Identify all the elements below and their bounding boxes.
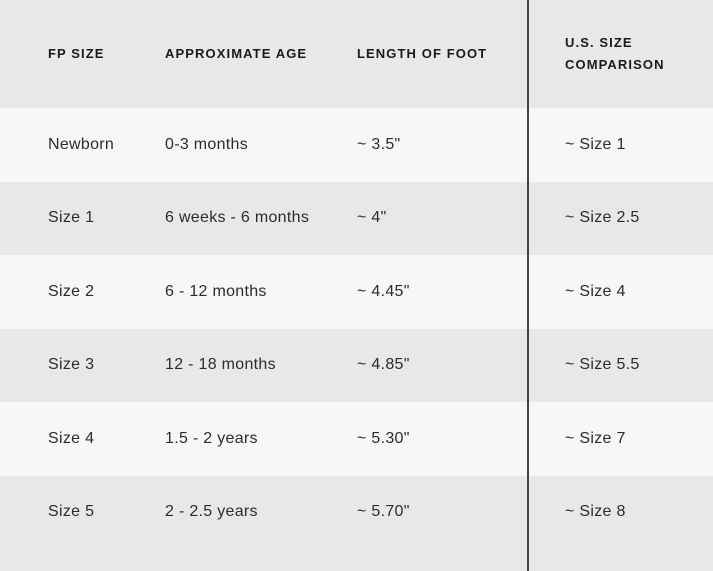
cell-fp-size: Size 4 <box>48 429 95 447</box>
cell-us-size: ~ Size 5.5 <box>565 356 640 374</box>
cell-fp-size: Size 5 <box>48 503 95 521</box>
table-row-newborn <box>0 108 713 182</box>
table-row-size-3 <box>0 329 713 403</box>
cell-age: 12 - 18 months <box>165 356 276 374</box>
cell-age: 1.5 - 2 years <box>165 429 258 447</box>
cell-us-size: ~ Size 2.5 <box>565 209 640 227</box>
cell-us-size: ~ Size 4 <box>565 282 626 300</box>
column-header-us-size-comparison: U.S. SIZE COMPARISON <box>565 34 665 72</box>
header-row <box>0 0 713 108</box>
cell-foot-length: ~ 5.30" <box>357 429 410 447</box>
column-header-length-of-foot: LENGTH OF FOOT <box>357 45 488 61</box>
cell-us-size: ~ Size 7 <box>565 429 626 447</box>
cell-foot-length: ~ 3.5" <box>357 135 401 153</box>
column-header-fp-size: FP SIZE <box>48 45 105 61</box>
table-row-size-4 <box>0 402 713 476</box>
cell-age: 6 weeks - 6 months <box>165 209 310 227</box>
cell-fp-size: Newborn <box>48 135 115 153</box>
column-divider-line <box>527 0 529 571</box>
cell-foot-length: ~ 5.70" <box>357 503 410 521</box>
table-row-size-2 <box>0 255 713 329</box>
cell-fp-size: Size 1 <box>48 209 95 227</box>
cell-us-size: ~ Size 8 <box>565 503 626 521</box>
cell-foot-length: ~ 4.45" <box>357 282 410 300</box>
cell-foot-length: ~ 4" <box>357 209 387 227</box>
cell-age: 6 - 12 months <box>165 282 267 300</box>
column-header-approximate-age: APPROXIMATE AGE <box>165 45 308 61</box>
cell-fp-size: Size 3 <box>48 356 95 374</box>
cell-fp-size: Size 2 <box>48 282 95 300</box>
cell-foot-length: ~ 4.85" <box>357 356 410 374</box>
cell-age: 2 - 2.5 years <box>165 503 258 521</box>
table-row-size-1 <box>0 182 713 256</box>
cell-us-size: ~ Size 1 <box>565 135 626 153</box>
cell-age: 0-3 months <box>165 135 249 153</box>
table-row-size-5 <box>0 476 713 550</box>
